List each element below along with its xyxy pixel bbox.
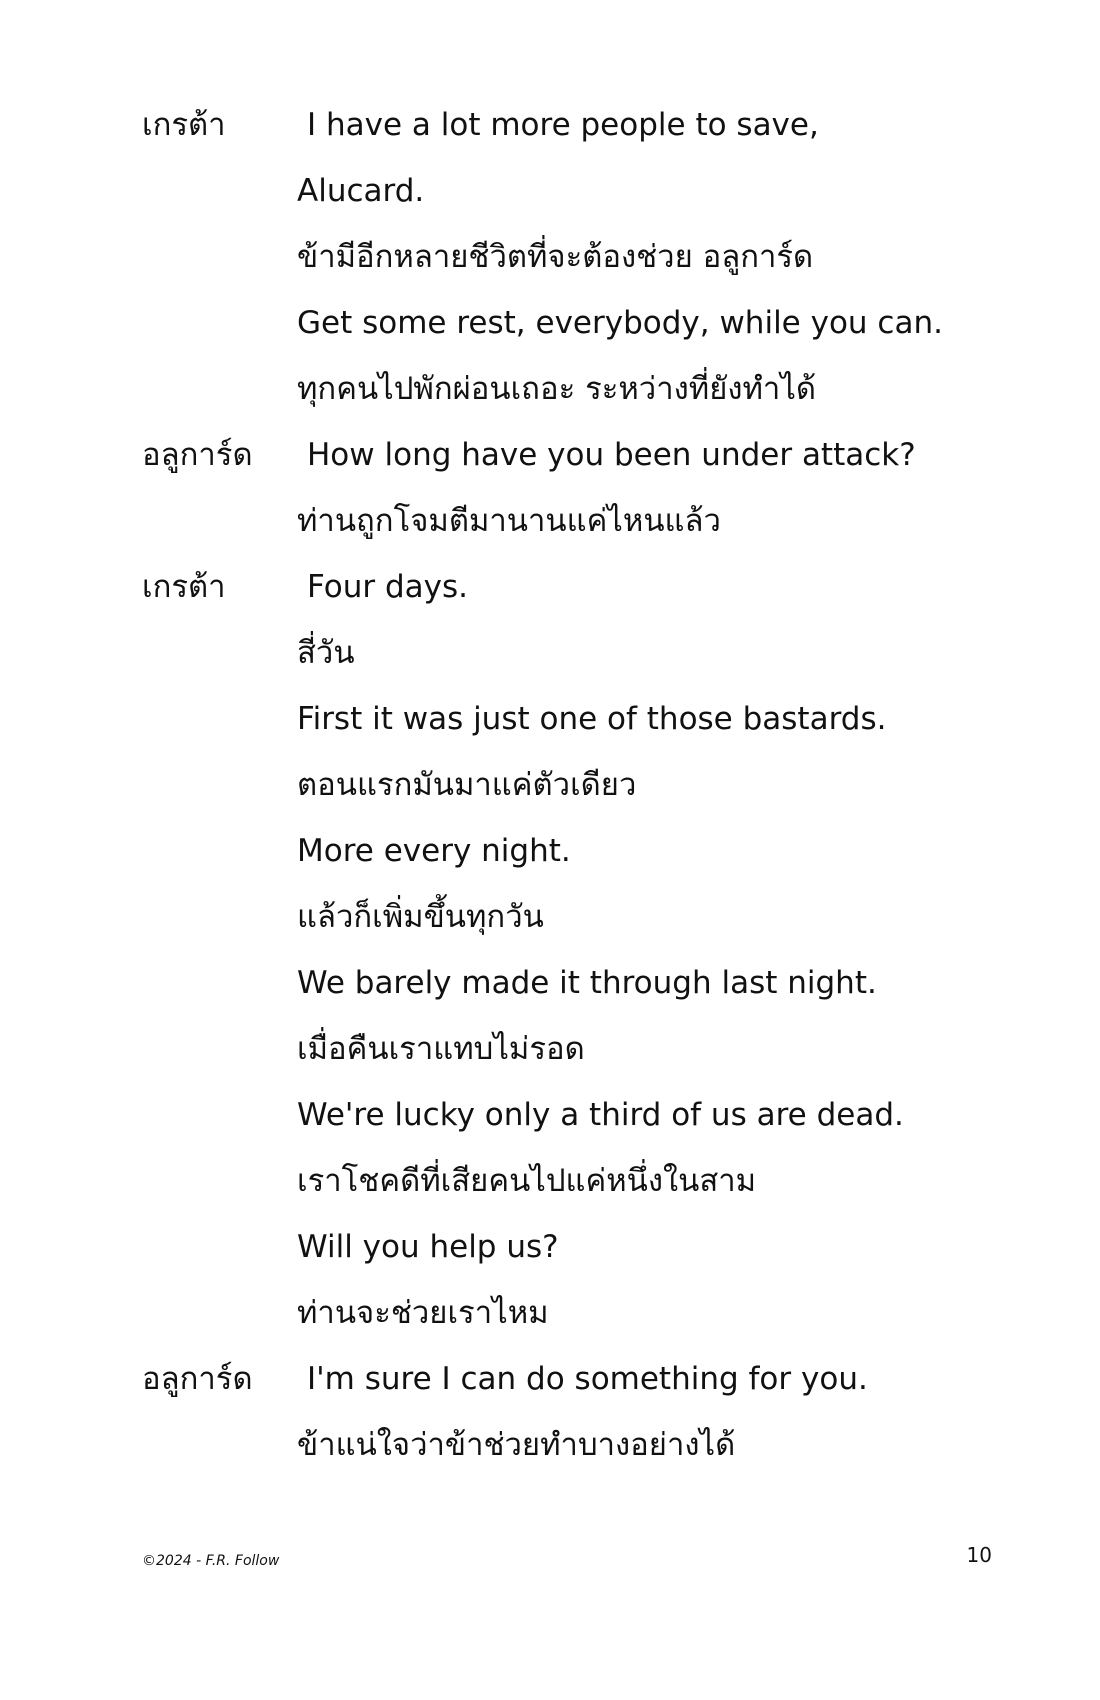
dialogue-block [142,1346,1012,1478]
dialogue-block [142,554,1012,1346]
dialogue-lines [297,1346,1012,1478]
dialogue-line: We barely made it through last night. [297,965,877,1001]
dialogue-lines [297,554,1012,1346]
dialogue-line: สี่วัน [297,635,355,671]
dialogue-line: I'm sure I can do something for you. [307,1361,868,1397]
speaker-name: อลูการ์ด [142,437,253,473]
dialogue-line: We're lucky only a third of us are dead. [297,1097,904,1133]
speaker-name: เกรต้า [142,569,226,605]
dialogue-block [142,92,1012,422]
dialogue-lines [297,92,1012,422]
speaker-name: อลูการ์ด [142,1361,253,1397]
dialogue-line: ท่านจะช่วยเราไหม [297,1295,549,1331]
dialogue [142,92,1012,1478]
speaker-name: เกรต้า [142,107,226,143]
dialogue-line: ทุกคนไปพักผ่อนเถอะ ระหว่างที่ยังทำได้ [297,371,817,407]
page-number: 10 [966,1543,992,1567]
dialogue-line: I have a lot more people to save, [307,107,819,143]
dialogue-line: ตอนแรกมันมาแค่ตัวเดียว [297,767,637,803]
dialogue-line: เราโชคดีที่เสียคนไปแค่หนึ่งในสาม [297,1163,757,1199]
copyright-footer: ©2024 - F.R. Follow [142,1553,280,1569]
dialogue-line: More every night. [297,833,571,869]
dialogue-line: ข้าแน่ใจว่าข้าช่วยทำบางอย่างได้ [297,1427,736,1463]
dialogue-line: Alucard. [297,173,425,209]
dialogue-line: How long have you been under attack? [307,437,916,473]
dialogue-line: Four days. [307,569,468,605]
dialogue-line: First it was just one of those bastards. [297,701,887,737]
dialogue-line: Get some rest, everybody, while you can. [297,305,943,341]
dialogue-line: ท่านถูกโจมตีมานานแค่ไหนแล้ว [297,503,721,539]
dialogue-line: แล้วก็เพิ่มขึ้นทุกวัน [297,899,544,935]
dialogue-line: Will you help us? [297,1229,559,1265]
dialogue-line: เมื่อคืนเราแทบไม่รอด [297,1031,585,1067]
dialogue-line: ข้ามีอีกหลายชีวิตที่จะต้องช่วย อลูการ์ด [297,239,814,275]
dialogue-lines [297,422,1012,554]
dialogue-block [142,422,1012,554]
